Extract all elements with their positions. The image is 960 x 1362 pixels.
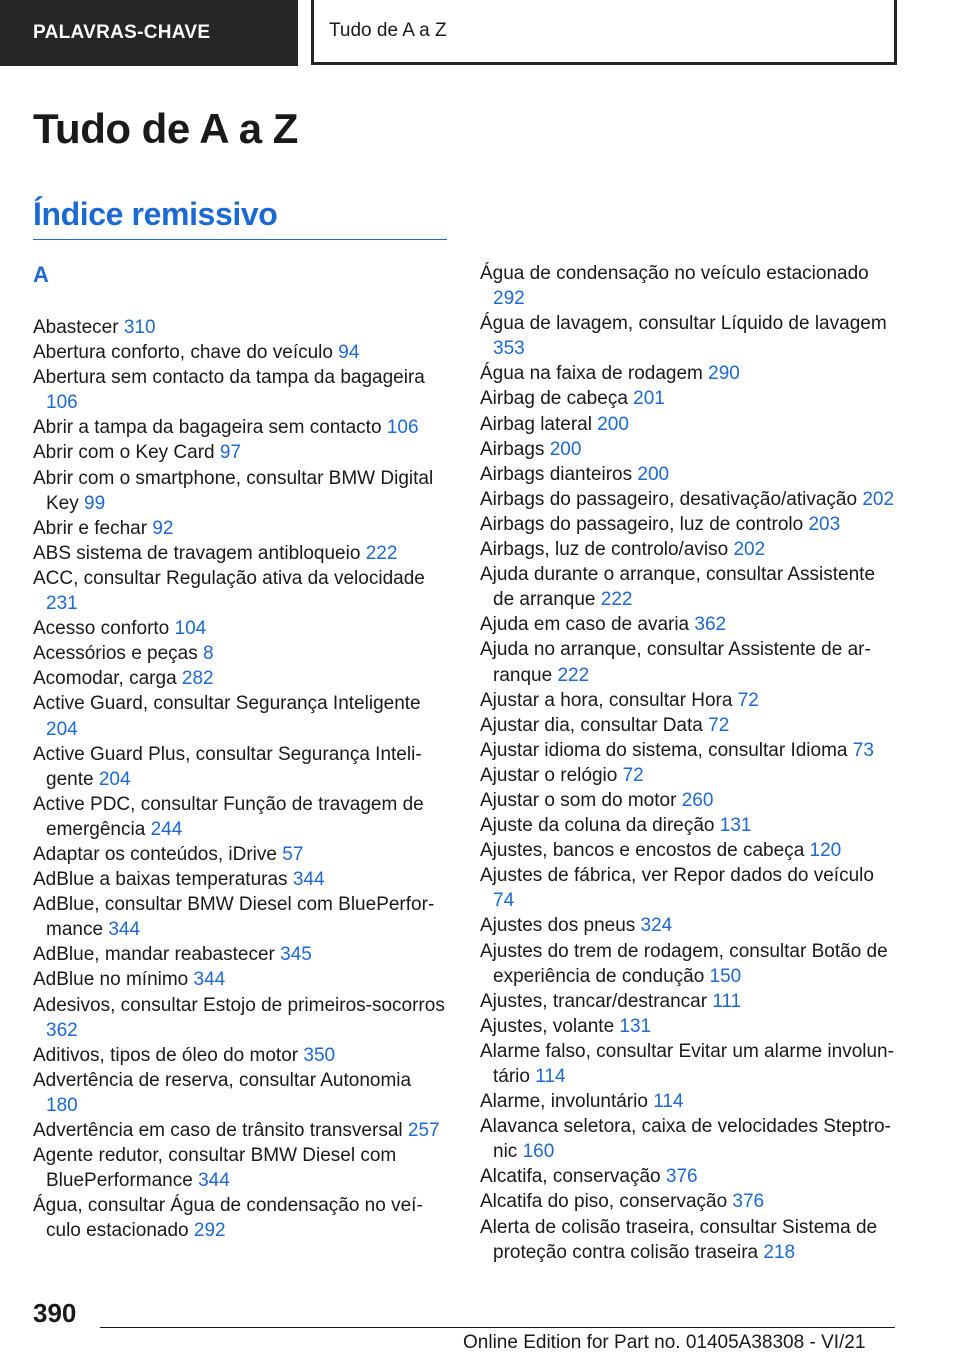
index-entry xyxy=(480,838,898,863)
index-entry-term: Acesso conforto xyxy=(33,618,170,640)
index-entry xyxy=(480,989,898,1014)
index-entry-page-link[interactable]: 72 xyxy=(622,764,644,786)
index-entry-page-link[interactable]: 324 xyxy=(640,915,673,937)
index-entry xyxy=(33,1118,447,1143)
index-entry-page-link[interactable]: 8 xyxy=(203,643,214,665)
index-entry-term: Airbags dianteiros xyxy=(480,463,633,485)
index-entry-term: Adaptar os conteúdos, iDrive xyxy=(33,843,277,865)
index-entry-term: Ajustar o som do motor xyxy=(480,789,677,811)
index-entry xyxy=(33,867,447,892)
index-entry xyxy=(33,516,447,541)
index-entry-page-link[interactable]: 114 xyxy=(535,1066,566,1087)
index-entry-page-link[interactable]: 204 xyxy=(98,768,131,790)
index-entry-page-link[interactable]: 74 xyxy=(493,890,515,912)
index-entry-page-link[interactable]: 150 xyxy=(709,965,742,987)
index-entry xyxy=(33,340,447,365)
index-entry-page-link[interactable]: 106 xyxy=(46,392,78,414)
index-entry-term: Alavanca seletora, caixa de velocidades Steptronic xyxy=(480,1116,891,1163)
index-entry-page-link[interactable]: 257 xyxy=(407,1120,440,1141)
index-entry-term: Ajustes do trem de rodagem, consultar Botão de experiência de condução xyxy=(480,940,888,987)
index-entry-page-link[interactable]: 131 xyxy=(619,1015,652,1037)
index-entry-page-link[interactable]: 344 xyxy=(198,1170,230,1192)
index-entry-page-link[interactable]: 362 xyxy=(46,1019,78,1041)
index-entry-term: ACC, consultar Regulação ativa da velocidade xyxy=(33,567,425,589)
index-entry xyxy=(33,365,447,415)
index-entry-term: Ajustes de fábrica, ver Repor dados do veículo xyxy=(480,865,874,887)
index-entry-term: Abrir com o Key Card xyxy=(33,442,215,464)
index-entry-term: Ajuda durante o arranque, consultar Assistente de arranque xyxy=(480,564,876,611)
section-tab: PALAVRAS-CHAVE xyxy=(0,0,298,66)
index-entry-page-link[interactable]: 282 xyxy=(181,668,214,690)
index-entry-term: Alarme falso, consultar Evitar um alarme involuntário xyxy=(480,1040,894,1087)
index-entry-term: AdBlue no mínimo xyxy=(33,969,189,991)
index-entry-page-link[interactable]: 203 xyxy=(808,513,841,535)
index-entry xyxy=(480,261,898,311)
index-entry xyxy=(33,792,447,842)
index-entry-term: Alcatifa do piso, conservação xyxy=(480,1191,728,1213)
index-entry xyxy=(480,437,898,462)
index-entry-term: Água, consultar Água de condensação no veículo estacionado xyxy=(33,1195,423,1242)
index-entry xyxy=(33,842,447,867)
index-entry-term: AdBlue, mandar reabastecer xyxy=(33,944,275,966)
index-entry-term: Ajuda no arranque, consultar Assistente de arranque xyxy=(480,639,871,686)
index-entry-page-link[interactable]: 244 xyxy=(150,818,183,840)
index-entry xyxy=(33,942,447,967)
index-entry-term: Ajustes, bancos e encostos de cabeça xyxy=(480,840,805,862)
index-entry-term: Abrir e fechar xyxy=(33,517,148,539)
index-entry-page-link[interactable]: 260 xyxy=(681,789,714,811)
index-entry xyxy=(480,813,898,838)
index-entry-page-link[interactable]: 57 xyxy=(282,843,304,865)
index-entry-page-link[interactable]: 231 xyxy=(46,593,78,615)
index-entry xyxy=(33,1068,447,1118)
index-entry-page-link[interactable]: 160 xyxy=(522,1141,555,1163)
page-number: 390 xyxy=(33,1298,77,1328)
index-entry xyxy=(480,738,898,763)
index-entry-term: Água de lavagem, consultar Líquido de lavagem xyxy=(480,313,887,335)
index-entry-term: Airbags xyxy=(480,438,545,460)
page-title: Tudo de A a Z xyxy=(33,105,298,152)
index-entry xyxy=(480,311,898,361)
index-entry-term: Ajuste da coluna da direção xyxy=(480,815,715,837)
index-entry xyxy=(480,487,898,512)
index-entry-page-link[interactable]: 120 xyxy=(809,840,842,862)
index-entry xyxy=(480,688,898,713)
index-entry-page-link[interactable]: 111 xyxy=(712,990,742,1012)
index-entry xyxy=(33,415,447,440)
index-entry-term: Abrir a tampa da bagageira sem contacto xyxy=(33,417,382,439)
index-entry-page-link[interactable]: 97 xyxy=(219,442,242,464)
index-entry-page-link[interactable]: 292 xyxy=(493,288,525,310)
index-entry-page-link[interactable]: 292 xyxy=(193,1220,226,1242)
index-entry-page-link[interactable]: 218 xyxy=(763,1241,796,1263)
index-entry xyxy=(480,361,898,386)
index-entry xyxy=(33,1043,447,1068)
chapter-tab: Tudo de A a Z xyxy=(311,0,897,65)
index-entry-term: Agente redutor, consultar BMW Diesel com BluePerformance xyxy=(33,1145,397,1192)
index-entry-page-link[interactable]: 222 xyxy=(557,664,590,686)
index-entry xyxy=(480,562,898,612)
index-entry-page-link[interactable]: 72 xyxy=(737,689,759,711)
index-entry-page-link[interactable]: 200 xyxy=(549,438,582,460)
section-subtitle: Índice remissivo xyxy=(33,196,447,240)
index-entry-page-link[interactable]: 345 xyxy=(280,944,312,966)
index-entry-page-link[interactable]: 290 xyxy=(708,363,740,385)
index-entry-term: Água de condensação no veículo estacionado xyxy=(480,263,869,284)
index-entry-term: Airbags do passageiro, luz de controlo xyxy=(480,513,804,535)
index-entry-term: Abertura conforto, chave do veículo xyxy=(33,342,333,364)
index-entry-page-link[interactable]: 376 xyxy=(665,1166,698,1188)
index-entry-term: Alarme, involuntário xyxy=(480,1091,648,1113)
index-entry-page-link[interactable]: 200 xyxy=(597,413,629,435)
index-entry xyxy=(33,892,447,942)
index-entry xyxy=(480,713,898,738)
index-entry xyxy=(33,1143,447,1193)
index-entry-term: AdBlue, consultar BMW Diesel com BluePerformance xyxy=(33,894,435,941)
index-entry xyxy=(33,993,447,1043)
index-entry-term: Ajuda em caso de avaria xyxy=(480,614,690,636)
index-entry xyxy=(480,537,898,562)
index-entry-term: Abrir com o smartphone, consultar BMW Digital Key xyxy=(33,467,434,514)
index-entry-page-link[interactable]: 131 xyxy=(719,815,752,837)
index-entry-term: Advertência em caso de trânsito transversal xyxy=(33,1120,403,1141)
index-entry-term: AdBlue a baixas temperaturas xyxy=(33,869,288,891)
index-entry-page-link[interactable]: 92 xyxy=(152,517,174,539)
index-entry xyxy=(480,1014,898,1039)
index-entry xyxy=(480,1215,898,1265)
index-entry-term: Água na faixa de rodagem xyxy=(480,363,703,385)
index-entry xyxy=(33,742,447,792)
index-entry xyxy=(480,1164,898,1189)
index-entry xyxy=(480,1114,898,1164)
index-column-right xyxy=(480,261,898,1265)
index-entry-term: Ajustar idioma do sistema, consultar Idioma xyxy=(480,739,848,761)
index-entry xyxy=(480,512,898,537)
index-entry-term: Alcatifa, conservação xyxy=(480,1166,661,1188)
index-entry-page-link[interactable]: 204 xyxy=(46,718,78,740)
index-entry-page-link[interactable]: 99 xyxy=(84,492,106,514)
index-entry xyxy=(33,566,447,616)
index-entry-page-link[interactable]: 353 xyxy=(493,338,525,360)
index-entry-term: Acomodar, carga xyxy=(33,668,177,690)
index-entry xyxy=(33,691,447,741)
index-entry xyxy=(480,788,898,813)
index-entry-term: Acessórios e peças xyxy=(33,643,198,665)
index-entry-page-link[interactable]: 222 xyxy=(365,542,398,564)
index-entry-term: Adesivos, consultar Estojo de primeiros-socorros xyxy=(33,994,445,1016)
index-entry-term: Alerta de colisão traseira, consultar Sistema de proteção contra colisão traseira xyxy=(480,1216,878,1263)
index-entry xyxy=(33,666,447,691)
index-entry-term: Abertura sem contacto da tampa da bagageira xyxy=(33,367,425,389)
index-entry-page-link[interactable]: 73 xyxy=(852,739,874,761)
index-entry-term: Airbag de cabeça xyxy=(480,388,628,410)
index-entry-term: Ajustes dos pneus xyxy=(480,915,636,937)
index-entry-term: Airbags, luz de controlo/aviso xyxy=(480,539,729,561)
index-entry-term: Aditivos, tipos de óleo do motor xyxy=(33,1044,299,1066)
index-entry-page-link[interactable]: 344 xyxy=(193,969,226,991)
index-entry xyxy=(480,1089,898,1114)
index-entry-page-link[interactable]: 72 xyxy=(708,714,730,736)
index-entry xyxy=(480,637,898,687)
index-entry-page-link[interactable]: 350 xyxy=(303,1044,336,1066)
index-entry-page-link[interactable]: 376 xyxy=(732,1191,765,1213)
index-entry xyxy=(480,913,898,938)
index-entry-page-link[interactable]: 180 xyxy=(46,1094,78,1116)
index-entry xyxy=(33,1193,447,1243)
index-entry xyxy=(33,641,447,666)
index-letter-heading: A xyxy=(33,262,49,287)
index-entry-page-link[interactable]: 114 xyxy=(653,1091,684,1113)
index-entry-term: Advertência de reserva, consultar Autonomia xyxy=(33,1069,412,1091)
index-entry-page-link[interactable]: 202 xyxy=(862,488,895,510)
index-entry-page-link[interactable]: 94 xyxy=(338,342,360,364)
index-entry xyxy=(480,1189,898,1214)
index-entry xyxy=(480,386,898,411)
footer-edition-text: Online Edition for Part no. 01405A38308 - VI/21 xyxy=(463,1332,866,1353)
index-entry xyxy=(480,462,898,487)
index-entry-term: Ajustar o relógio xyxy=(480,764,618,786)
index-entry-term: Active Guard, consultar Segurança Inteligente xyxy=(33,693,421,715)
page-header xyxy=(0,0,960,66)
index-entry-term: Abastecer xyxy=(33,317,119,338)
index-entry xyxy=(480,939,898,989)
index-entry-term: Ajustar dia, consultar Data xyxy=(480,714,703,736)
index-entry-page-link[interactable]: 201 xyxy=(633,388,665,410)
index-entry-term: ABS sistema de travagem antibloqueio xyxy=(33,542,361,564)
index-entry-term: Airbags do passageiro, desativação/ativação xyxy=(480,488,858,510)
index-entry xyxy=(33,541,447,566)
footer-divider xyxy=(100,1327,895,1328)
index-entry-page-link[interactable]: 106 xyxy=(386,417,419,439)
index-entry xyxy=(480,763,898,788)
index-entry xyxy=(480,412,898,437)
index-entry-page-link[interactable]: 310 xyxy=(123,317,156,338)
index-entry-page-link[interactable]: 344 xyxy=(108,919,141,941)
index-entry xyxy=(33,315,447,340)
index-entry xyxy=(480,1039,898,1089)
index-entry-page-link[interactable]: 362 xyxy=(694,614,727,636)
index-column-left xyxy=(33,315,447,1243)
index-entry-term: Active Guard Plus, consultar Segurança Inteligente xyxy=(33,743,422,790)
index-entry-term: Ajustar a hora, consultar Hora xyxy=(480,689,733,711)
index-entry xyxy=(480,863,898,913)
index-entry xyxy=(33,466,447,516)
index-entry xyxy=(480,612,898,637)
index-entry-page-link[interactable]: 222 xyxy=(600,589,633,611)
index-entry-term: Active PDC, consultar Função de travagem de emergência xyxy=(33,793,424,840)
index-entry-page-link[interactable]: 104 xyxy=(174,618,207,640)
index-entry-term: Airbag lateral xyxy=(480,413,592,435)
index-entry xyxy=(33,440,447,465)
index-entry xyxy=(33,616,447,641)
index-entry-page-link[interactable]: 200 xyxy=(637,463,670,485)
index-entry-page-link[interactable]: 344 xyxy=(292,869,325,891)
index-entry-term: Ajustes, trancar/destrancar xyxy=(480,990,708,1012)
index-entry-page-link[interactable]: 202 xyxy=(733,539,766,561)
index-entry xyxy=(33,967,447,992)
index-entry-term: Ajustes, volante xyxy=(480,1015,615,1037)
